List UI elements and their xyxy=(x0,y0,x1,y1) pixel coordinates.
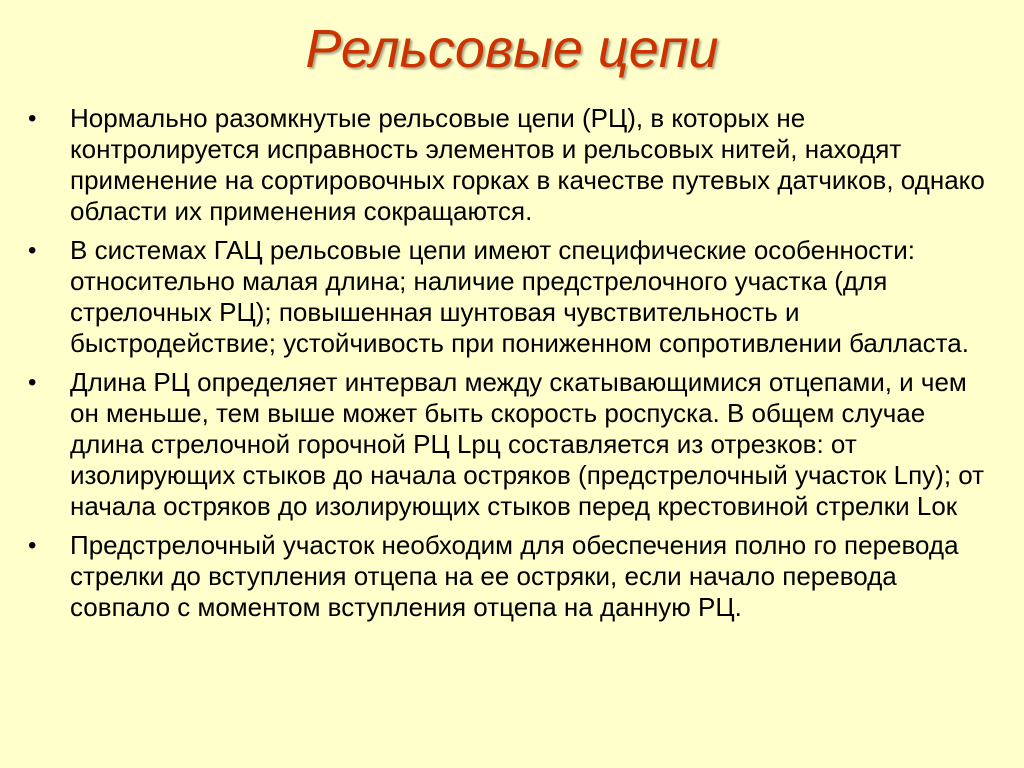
bullet-text: В системах ГАЦ рельсовые цепи имеют специфические особенности: относительно малая длина; наличие предстрелочного участка (для стрелочных РЦ); повышенная шунтовая чувствительность и быстродействие; устойчивость при пониженном сопротивлении балласта. xyxy=(70,235,969,358)
bullet-marker: • xyxy=(28,237,37,264)
bullet-item xyxy=(28,235,998,359)
bullet-text: Предстрелочный участок необходим для обеспечения полно го перевода стрелки до вступления отцепа на ее остряки, если начало перевода совпало с моментом вступления отцепа на данную РЦ. xyxy=(70,530,959,622)
bullet-marker: • xyxy=(28,369,37,396)
bullet-marker: • xyxy=(28,532,37,559)
bullet-marker: • xyxy=(28,105,37,132)
bullet-item xyxy=(28,530,998,623)
bullet-list xyxy=(28,103,998,631)
bullet-text: Длина РЦ определяет интервал между скатывающимися отцепами, и чем он меньше, тем выше может быть скорость роспуска. В общем случае длина стрелочной горочной РЦ Lрц составляется из отрезков: от изолирующих стыков до начала остряков (предстрелочный участок Lпу); от начала остряков до изолирующих стыков перед крестовиной стрелки Lок xyxy=(70,367,985,521)
bullet-text: Нормально разомкнутые рельсовые цепи (РЦ), в которых не контролируется исправность элементов и рельсовых нитей, находят применение на сортировочных горках в качестве путевых датчиков, однако области их применения сокращаются. xyxy=(70,103,985,226)
bullet-item xyxy=(28,367,998,522)
slide-title: Рельсовые цепи xyxy=(305,19,719,79)
bullet-item xyxy=(28,103,998,227)
